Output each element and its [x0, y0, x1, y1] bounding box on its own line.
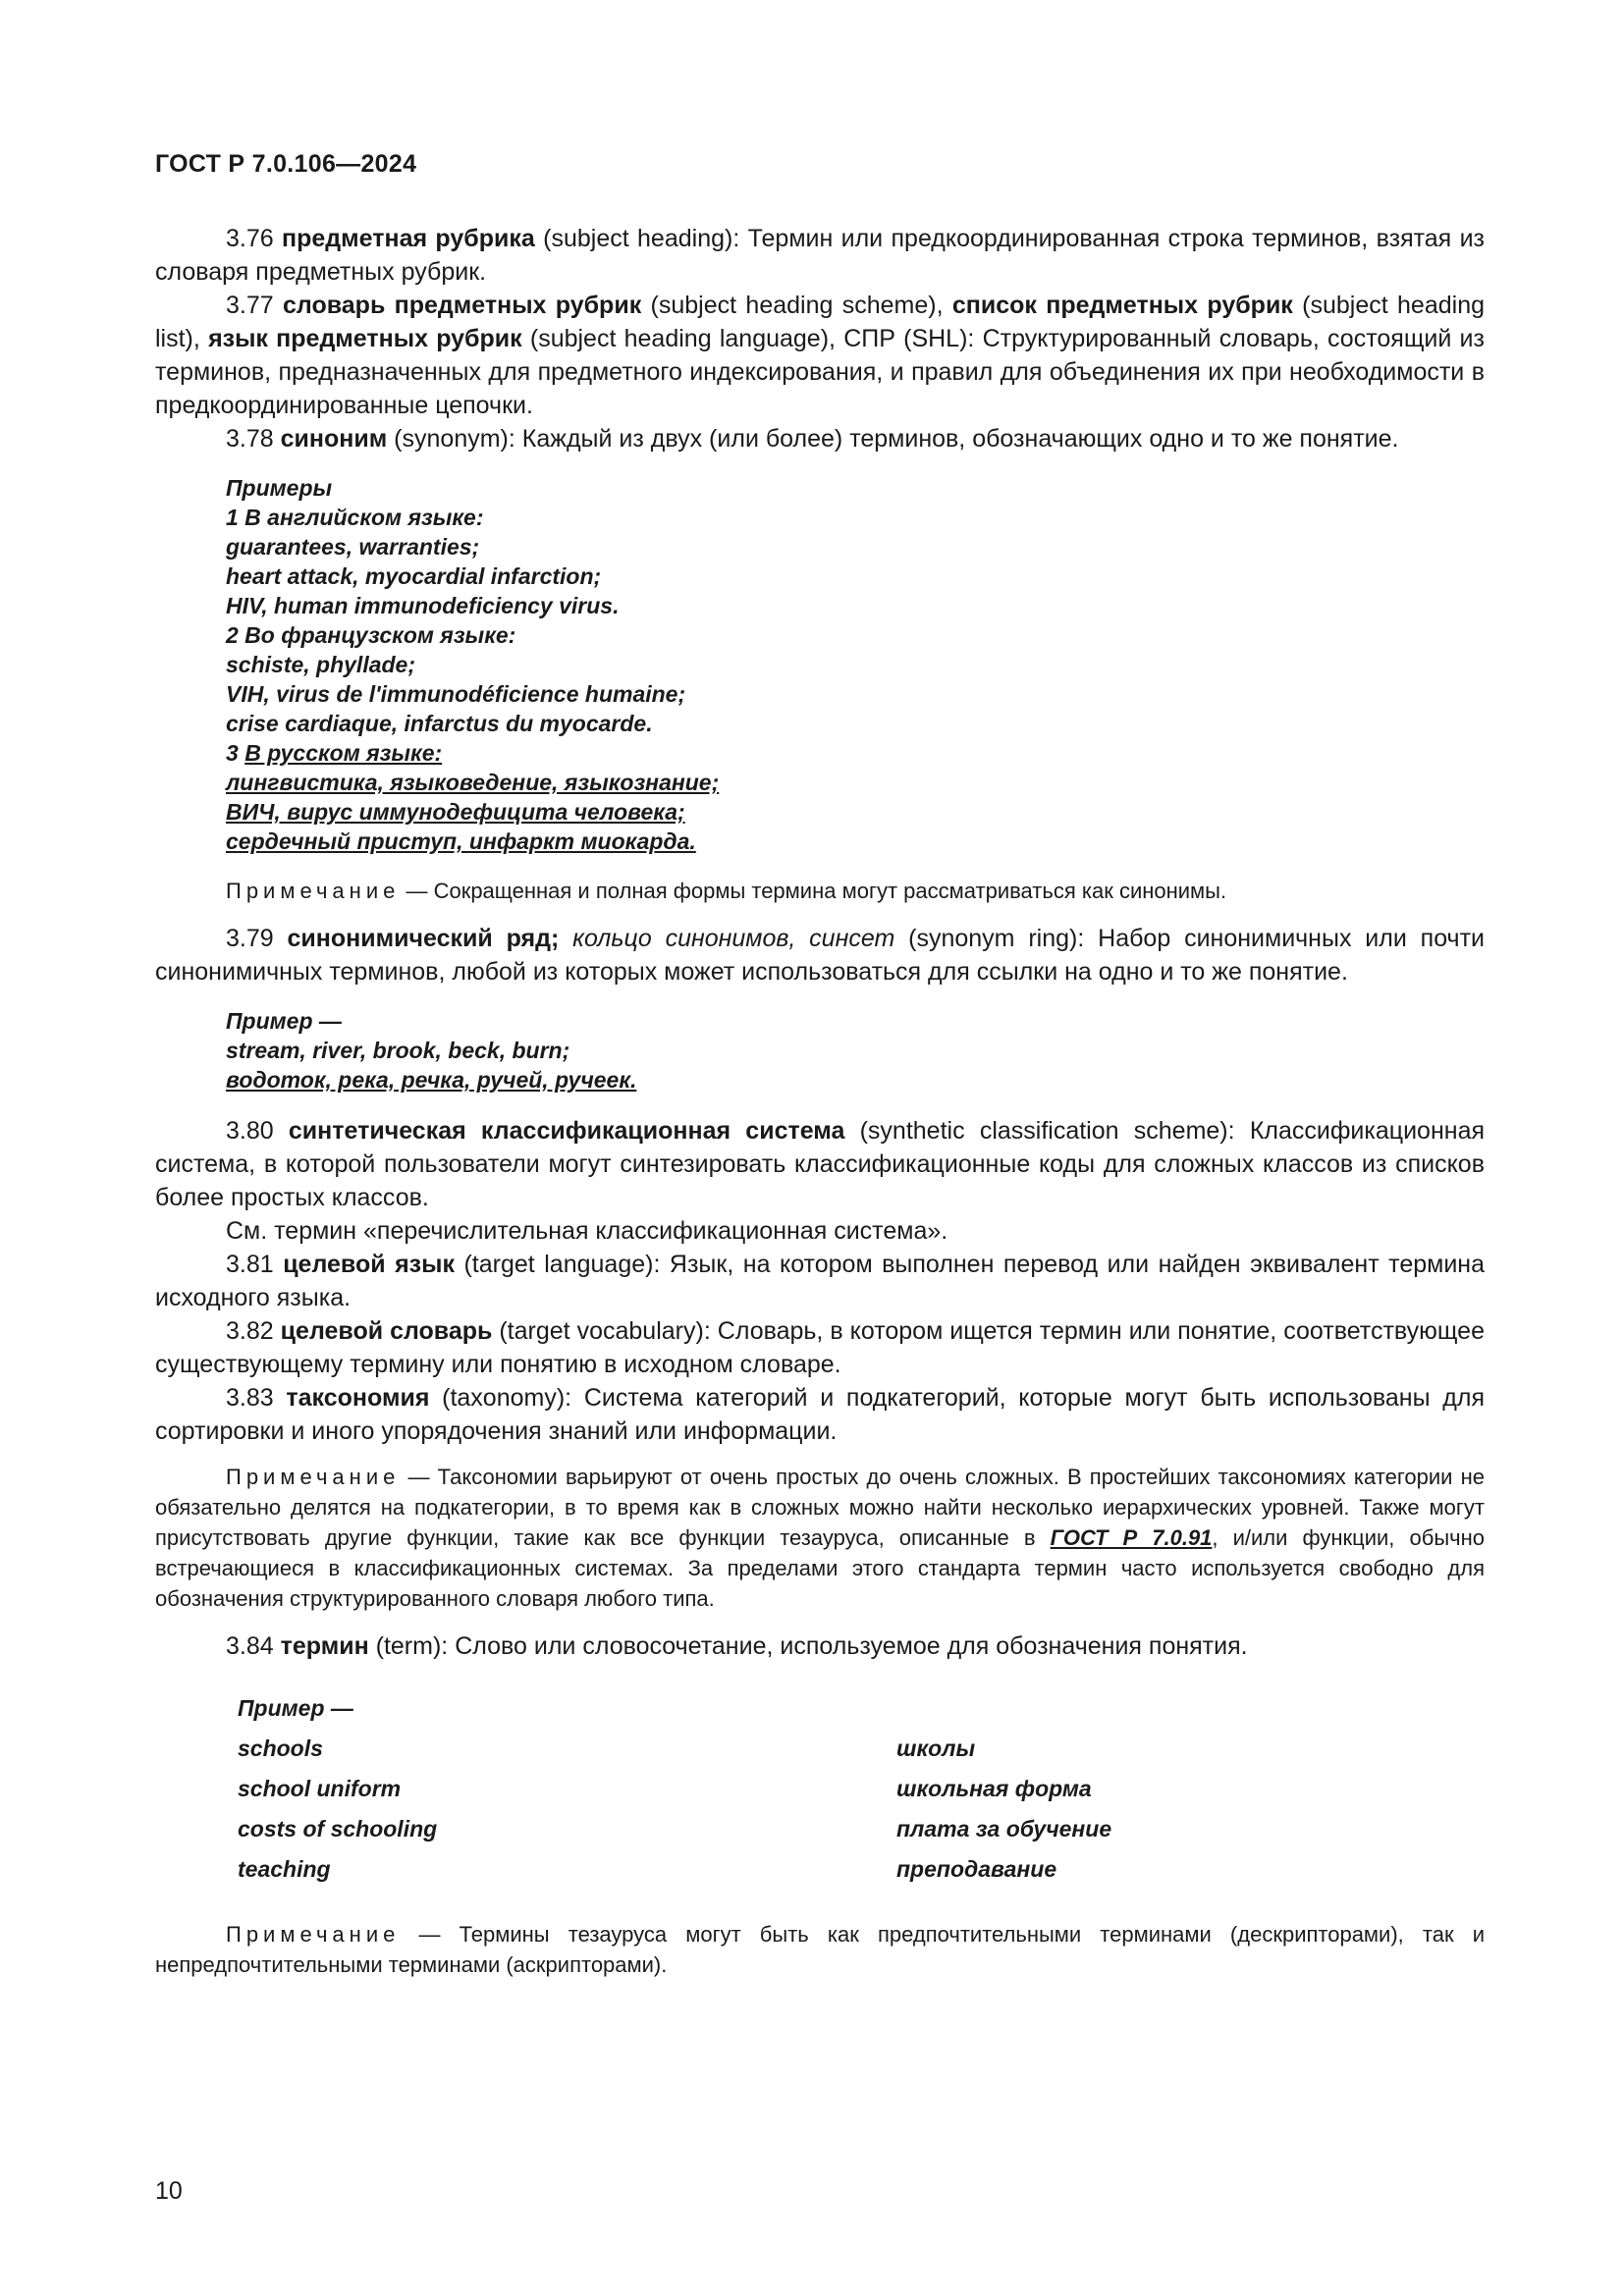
term-en-cell: school uniform: [238, 1776, 402, 1801]
example-line: stream, river, brook, beck, burn;: [226, 1038, 570, 1063]
term-name: синонимический ряд;: [287, 925, 560, 952]
term-3-78: [155, 422, 1485, 455]
example-line: водоток, река, речка, ручей, ручеек.: [226, 1067, 637, 1093]
note-3-84: [155, 1919, 1485, 1980]
example-line: ВИЧ, вирус иммунодефицита человека;: [226, 799, 685, 825]
term-3-80: [155, 1114, 1485, 1214]
note-text: , и/или функции, обычно встречающиеся в классификационных системах. За пределами этого стандарта термин часто используется свободно для обозначения структурированного словаря любого типа.: [155, 1525, 1485, 1611]
term-english: (subject heading scheme),: [641, 292, 952, 319]
document-header: ГОСТ Р 7.0.106—2024: [155, 150, 417, 178]
note-label: Примечание: [226, 1922, 401, 1947]
term-number: 3.79: [226, 925, 274, 952]
term-english: (target language):: [454, 1251, 670, 1278]
term-definition: Структурированный словарь, состоящий из терминов, предназначенных для предметного индексирования, и правил для объединения их при необходимости в предкоординированные цепочки.: [155, 325, 1485, 419]
term-name: словарь предметных рубрик: [283, 292, 642, 319]
term-name: список предметных рубрик: [951, 292, 1293, 319]
term-en-cell: schools: [238, 1735, 323, 1761]
example-line: schiste, phyllade;: [226, 652, 416, 677]
term-3-82: [155, 1314, 1485, 1381]
term-ru-cell: плата за обучение: [896, 1816, 1112, 1842]
example-line: HIV, human immunodeficiency virus.: [226, 593, 620, 618]
term-en-cell: teaching: [238, 1856, 331, 1882]
term-3-77: [155, 289, 1485, 422]
term-number: 3.77: [226, 292, 274, 319]
term-3-79: [155, 922, 1485, 988]
term-number: 3.83: [226, 1384, 274, 1412]
example-label: Пример —: [238, 1695, 353, 1721]
term-number: 3.82: [226, 1317, 274, 1345]
document-body: [155, 222, 1485, 1996]
example-line: [226, 738, 1485, 768]
term-3-80-see-also: См. термин «перечислительная классификационная система».: [226, 1217, 948, 1245]
example-line: 2 Во французском языке:: [226, 622, 516, 648]
note-text: — Термины тезауруса могут быть как предпочтительными терминами (дескрипторами), так и непредпочтительными терминами (аскрипторами).: [155, 1922, 1485, 1977]
term-name: язык предметных рубрик: [208, 325, 522, 352]
standard-reference-link[interactable]: ГОСТ Р 7.0.91: [1050, 1525, 1213, 1550]
term-en-cell: costs of schooling: [238, 1816, 438, 1842]
term-english: (synonym):: [387, 425, 522, 453]
term-english: (subject heading language), СПР (SHL):: [521, 325, 983, 352]
term-ru-cell: школы: [896, 1735, 976, 1761]
example-line: VIH, virus de l'immunodéficience humaine;: [226, 681, 686, 707]
example-line: сердечный приступ, инфаркт миокарда.: [226, 828, 696, 854]
term-definition: Словарь, в котором ищется термин или понятие, соответствующее существующему термину или понятию в исходном словаре.: [155, 1317, 1485, 1378]
term-definition: Система категорий и подкатегорий, которые могут быть использованы для сортировки и иного упорядочения знаний или информации.: [155, 1384, 1486, 1445]
table-row: [238, 1729, 1485, 1769]
term-name: синоним: [280, 425, 388, 453]
term-name: таксономия: [286, 1384, 430, 1412]
example-label: Пример —: [226, 1008, 342, 1034]
example-line: guarantees, warranties;: [226, 534, 480, 560]
term-name: термин: [280, 1632, 369, 1660]
note-3-78: [155, 876, 1485, 906]
example-line: Примеры: [226, 475, 333, 501]
example-header-row: [238, 1688, 1485, 1729]
example-number: 3: [226, 740, 245, 766]
term-english: (synthetic classification scheme):: [844, 1117, 1250, 1145]
page-number: 10: [155, 2177, 183, 2205]
note-label: Примечание: [226, 879, 401, 903]
term-example-table: [238, 1688, 1485, 1890]
term-definition: Каждый из двух (или более) терминов, обозначающих одно и то же понятие.: [521, 425, 1399, 453]
note-text: — Сокращенная и полная формы термина могут рассматриваться как синонимы.: [400, 879, 1227, 903]
term-3-83: [155, 1381, 1485, 1448]
synonym-examples: [226, 473, 1485, 856]
term-definition: Язык, на котором выполнен перевод или найден эквивалент термина исходного языка.: [155, 1251, 1486, 1311]
note-label: Примечание: [226, 1465, 401, 1489]
term-3-76: [155, 222, 1485, 289]
term-ru-cell: школьная форма: [896, 1776, 1092, 1801]
term-definition: Классификационная система, в которой пользователи могут синтезировать классификационные коды для сложных классов из списков более простых классов.: [155, 1117, 1486, 1211]
example-line: 1 В английском языке:: [226, 505, 484, 530]
table-row: [238, 1849, 1485, 1890]
term-number: 3.80: [226, 1117, 274, 1145]
term-english: (synonym ring):: [894, 925, 1099, 952]
term-english: (taxonomy):: [429, 1384, 584, 1412]
term-definition: Термин или предкоординированная строка терминов, взятая из словаря предметных рубрик.: [155, 225, 1485, 286]
term-ru-cell: преподавание: [896, 1856, 1057, 1882]
example-line: лингвистика, языковедение, языкознание;: [226, 770, 720, 795]
term-3-84: [155, 1629, 1485, 1663]
term-name: синтетическая классификационная система: [288, 1117, 845, 1145]
term-number: 3.84: [226, 1632, 274, 1660]
example-line: heart attack, myocardial infarction;: [226, 563, 602, 589]
term-name: целевой словарь: [280, 1317, 493, 1345]
term-name: предметная рубрика: [282, 225, 535, 252]
term-name: целевой язык: [283, 1251, 455, 1278]
term-definition: Набор синонимичных или почти синонимичных терминов, любой из которых может использоваться для ссылки на одно и то же понятие.: [155, 925, 1485, 986]
example-heading: В русском языке:: [244, 740, 443, 766]
term-english: (target vocabulary):: [492, 1317, 718, 1345]
term-definition: Слово или словосочетание, используемое для обозначения понятия.: [455, 1632, 1248, 1660]
term-number: 3.81: [226, 1251, 274, 1278]
term-english: (subject heading):: [534, 225, 748, 252]
term-alternatives: кольцо синонимов, синсет: [559, 925, 895, 952]
note-3-83: [155, 1462, 1485, 1614]
note-text: — Таксономии варьируют от очень простых до очень сложных. В простейших таксономиях категории не обязательно делятся на подкатегории, в то время как в сложных можно найти несколько иерархических уровней. Также могут присутствовать другие функции, такие как все функции тезауруса, описанные в: [155, 1465, 1485, 1550]
term-number: 3.76: [226, 225, 274, 252]
table-row: [238, 1809, 1485, 1849]
term-english: (subject heading list),: [155, 292, 1485, 352]
term-3-81: [155, 1248, 1485, 1314]
synonym-ring-example: [226, 1006, 1485, 1095]
example-line: crise cardiaque, infarctus du myocarde.: [226, 711, 653, 736]
table-row: [238, 1769, 1485, 1809]
term-english: (term):: [368, 1632, 456, 1660]
term-number: 3.78: [226, 425, 274, 453]
